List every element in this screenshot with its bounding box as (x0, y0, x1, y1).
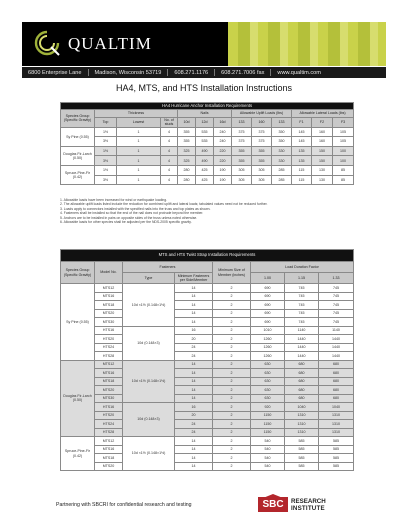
load-value-cell: 630 (251, 386, 285, 395)
table-cell: 490 (196, 156, 214, 166)
page-title: HA4, MTS, and HTS Installation Instructions (115, 83, 293, 93)
load-value-cell: 745 (285, 292, 319, 301)
table-cell: 4 (161, 127, 178, 137)
table-cell: 3½ (95, 137, 117, 147)
fastener-count-cell: 14 (175, 462, 213, 471)
sbc-research-logo (258, 494, 354, 514)
table-cell: 220 (214, 156, 232, 166)
load-value-cell: 1310 (319, 420, 354, 429)
load-value-cell: 745 (319, 318, 354, 327)
model-cell: MTS12 (95, 437, 123, 446)
min-member-cell: 2 (213, 411, 251, 420)
sbc-line1: RESEARCH (291, 498, 326, 505)
table-cell: 4 (161, 156, 178, 166)
load-value-cell: 745 (319, 292, 354, 301)
fastener-type-cell: 10d ×1½ (0.148×1½) (123, 360, 175, 403)
table-row (61, 284, 354, 293)
table1-subhead: 16d (214, 118, 232, 128)
min-member-cell: 2 (213, 318, 251, 327)
table-cell: 1 (117, 146, 161, 156)
min-member-cell: 2 (213, 428, 251, 437)
table-cell: 4 (161, 146, 178, 156)
fastener-count-cell: 14 (175, 437, 213, 446)
load-value-cell: 585 (285, 437, 319, 446)
table-cell: 350 (272, 137, 292, 147)
table-cell: 1 (117, 165, 161, 175)
table2-head-min-member: Minimum Size of Member (inches) (213, 262, 251, 284)
species-group-cell: Douglas Fir-Larch (0.50) (61, 360, 95, 437)
fastener-count-cell: 16 (175, 326, 213, 335)
table-cell: 425 (196, 165, 214, 175)
table1-head-nails: Nails (178, 110, 232, 118)
table-cell: 375 (232, 127, 252, 137)
fastener-count-cell: 14 (175, 301, 213, 310)
table1-subhead: F2 (312, 118, 333, 128)
load-value-cell: 585 (285, 445, 319, 454)
load-value-cell: 540 (251, 445, 285, 454)
load-value-cell: 690 (251, 309, 285, 318)
min-member-cell: 2 (213, 403, 251, 412)
table-row (61, 352, 354, 361)
min-member-cell: 2 (213, 394, 251, 403)
company-name: QUALTIM (68, 34, 152, 53)
table-cell: 1½ (95, 127, 117, 137)
table-cell: 280 (178, 165, 196, 175)
min-member-cell: 2 (213, 386, 251, 395)
fastener-count-cell: 14 (175, 318, 213, 327)
load-value-cell: 1440 (285, 352, 319, 361)
table2-head-model: Model No. (95, 262, 123, 284)
table-cell: 1 (117, 137, 161, 147)
table-row (61, 420, 354, 429)
header-stripe-decoration (228, 22, 386, 66)
table-cell: 190 (214, 165, 232, 175)
table-cell: 325 (178, 146, 196, 156)
table2-head-ldf: 1.15 (285, 273, 319, 284)
load-value-cell: 630 (251, 369, 285, 378)
load-value-cell: 1310 (285, 411, 319, 420)
load-value-cell: 1260 (251, 343, 285, 352)
load-value-cell: 585 (319, 454, 354, 463)
qualtim-logo-icon (32, 28, 62, 58)
table1-head-top: Top (95, 118, 117, 128)
table-cell: 1½ (95, 146, 117, 156)
min-member-cell: 2 (213, 377, 251, 386)
table1-subhead: 133 (232, 118, 252, 128)
load-value-cell: 680 (319, 386, 354, 395)
model-cell: HTS16 (95, 403, 123, 412)
table1-subhead: F3 (333, 118, 354, 128)
min-member-cell: 2 (213, 335, 251, 344)
min-member-cell: 2 (213, 420, 251, 429)
table-row (61, 394, 354, 403)
model-cell: HTS20 (95, 335, 123, 344)
fastener-count-cell: 24 (175, 343, 213, 352)
table1-body (61, 127, 354, 185)
load-value-cell: 745 (319, 284, 354, 293)
table-cell: 535 (196, 127, 214, 137)
ha4-requirements-table (60, 102, 354, 185)
fastener-type-cell: 10d (0.148×3) (123, 403, 175, 437)
load-value-cell: 680 (285, 394, 319, 403)
load-value-cell: 920 (251, 403, 285, 412)
table2-head-ldf: 1.00 (251, 273, 285, 284)
model-cell: MTS20 (95, 386, 123, 395)
contact-bar (22, 67, 386, 78)
table-cell: 305 (252, 165, 272, 175)
table-row (61, 326, 354, 335)
fastener-count-cell: 14 (175, 309, 213, 318)
table-cell: 330 (272, 146, 292, 156)
table-cell: 305 (232, 165, 252, 175)
load-value-cell: 690 (251, 292, 285, 301)
table-cell: 135 (292, 146, 312, 156)
load-value-cell: 680 (319, 369, 354, 378)
load-value-cell: 1440 (319, 352, 354, 361)
model-cell: MTS12 (95, 284, 123, 293)
table-cell: 280 (178, 175, 196, 185)
load-value-cell: 585 (285, 454, 319, 463)
fastener-count-cell: 20 (175, 335, 213, 344)
model-cell: MTS18 (95, 377, 123, 386)
model-cell: HTS16 (95, 326, 123, 335)
load-value-cell: 745 (285, 284, 319, 293)
table1-head-group: Species Group (Specific Gravity) (61, 110, 95, 128)
fastener-count-cell: 14 (175, 284, 213, 293)
table2-head-type: Type (123, 273, 175, 284)
table-cell: 100 (333, 156, 354, 166)
table-cell: 150 (312, 156, 333, 166)
table-cell: 145 (292, 127, 312, 137)
table-cell: 1 (117, 127, 161, 137)
table-row (61, 137, 354, 147)
contact-website[interactable]: www.qualtim.com (277, 69, 321, 76)
load-value-cell: 540 (251, 454, 285, 463)
table-row (61, 343, 354, 352)
fastener-type-cell: 10d ×1½ (0.148×1½) (123, 284, 175, 327)
table-cell: 3½ (95, 156, 117, 166)
load-value-cell: 585 (285, 462, 319, 471)
load-value-cell: 585 (319, 437, 354, 446)
model-cell: MTS20 (95, 462, 123, 471)
table2-head-ldf: 1.33 (319, 273, 354, 284)
fastener-count-cell: 14 (175, 369, 213, 378)
fastener-count-cell: 24 (175, 428, 213, 437)
twist-strap-table (60, 249, 354, 471)
load-value-cell: 680 (319, 360, 354, 369)
load-value-cell: 680 (285, 360, 319, 369)
table-row (61, 175, 354, 185)
load-value-cell: 1150 (251, 411, 285, 420)
min-member-cell: 2 (213, 343, 251, 352)
fastener-count-cell: 14 (175, 292, 213, 301)
load-value-cell: 745 (319, 301, 354, 310)
model-cell: HTS28 (95, 352, 123, 361)
load-value-cell: 680 (285, 386, 319, 395)
fastener-count-cell: 14 (175, 394, 213, 403)
table1-head-lateral: Allowable Lateral Loads (lbs) (292, 110, 354, 118)
table-cell: 160 (312, 137, 333, 147)
table1-subhead: 160 (252, 118, 272, 128)
table-cell: 105 (333, 127, 354, 137)
model-cell: MTS18 (95, 301, 123, 310)
model-cell: HTS24 (95, 343, 123, 352)
load-value-cell: 745 (285, 309, 319, 318)
min-member-cell: 2 (213, 309, 251, 318)
load-value-cell: 1150 (251, 420, 285, 429)
fastener-type-cell: 10d ×1½ (0.148×1½) (123, 437, 175, 471)
note-line: 5. Anchors are to be installed in pairs on opposite sides of the truss unless noted otherwise. (60, 215, 198, 220)
model-cell: HTS24 (95, 420, 123, 429)
load-value-cell: 1140 (319, 326, 354, 335)
model-cell: MTS30 (95, 394, 123, 403)
load-value-cell: 1260 (251, 335, 285, 344)
table-row (61, 386, 354, 395)
load-value-cell: 1260 (251, 352, 285, 361)
table-row (61, 403, 354, 412)
load-value-cell: 630 (251, 394, 285, 403)
load-value-cell: 1150 (251, 428, 285, 437)
table2-head-load: Load Duration Factor (251, 262, 354, 273)
fastener-count-cell: 14 (175, 454, 213, 463)
fastener-count-cell: 20 (175, 411, 213, 420)
table1-head-studs: No. of studs (161, 118, 178, 128)
species-group-cell: Sy Pine (0.55) (61, 284, 95, 361)
table-cell: 375 (232, 137, 252, 147)
table-row (61, 462, 354, 471)
table-row (61, 146, 354, 156)
load-value-cell: 680 (285, 369, 319, 378)
table-cell: 355 (252, 146, 272, 156)
table1-subhead: 12d (196, 118, 214, 128)
table-cell: 150 (312, 146, 333, 156)
species-group-cell: Douglas Fir-Larch (0.50) (61, 146, 95, 165)
model-cell: MTS16 (95, 445, 123, 454)
table2-body (61, 284, 354, 471)
min-member-cell: 2 (213, 284, 251, 293)
table-row (61, 454, 354, 463)
load-value-cell: 680 (319, 394, 354, 403)
load-value-cell: 540 (251, 437, 285, 446)
load-value-cell: 1010 (251, 326, 285, 335)
load-value-cell: 630 (251, 377, 285, 386)
load-value-cell: 1310 (285, 428, 319, 437)
load-value-cell: 585 (319, 445, 354, 454)
load-value-cell: 1440 (285, 343, 319, 352)
table-row (61, 360, 354, 369)
model-cell: MTS18 (95, 454, 123, 463)
table2-head-min-per-end: Minimum Fasteners per Side/Member (175, 273, 213, 284)
table-cell: 130 (312, 165, 333, 175)
contact-city: Madison, Wisconsin 53719 (94, 69, 162, 76)
load-value-cell: 1310 (319, 411, 354, 420)
load-value-cell: 680 (285, 377, 319, 386)
note-line: 6. Allowable loads for other species shall be adjusted per the NDS-2005 specific gravity. (60, 220, 192, 225)
table-row (61, 437, 354, 446)
load-value-cell: 690 (251, 284, 285, 293)
table2-head-group: Species Group (Specific Gravity) (61, 262, 95, 284)
contact-phone: 608.271.1176 (174, 69, 209, 76)
table-row (61, 165, 354, 175)
min-member-cell: 2 (213, 445, 251, 454)
table1-head-uplift: Allowable Uplift Loads (lbs) (232, 110, 292, 118)
table-cell: 115 (292, 175, 312, 185)
load-value-cell: 680 (319, 377, 354, 386)
table-row (61, 127, 354, 137)
table-cell: 190 (214, 175, 232, 185)
note-line: 4. Fasteners shall be installed so that the end of the nail does not protrude beyond the member. (60, 211, 204, 216)
table-cell: 535 (196, 137, 214, 147)
fastener-type-cell: 10d (0.148×3) (123, 326, 175, 360)
table-row (61, 318, 354, 327)
sbc-mark: SBC (258, 497, 288, 512)
table1-head-thickness: Thickness (95, 110, 178, 118)
table1-subhead: 10d (178, 118, 196, 128)
table1-subhead: F1 (292, 118, 312, 128)
min-member-cell: 2 (213, 360, 251, 369)
table2-head-fasteners: Fasteners (123, 262, 213, 273)
min-member-cell: 2 (213, 454, 251, 463)
table-cell: 220 (214, 146, 232, 156)
table-cell: 375 (252, 127, 272, 137)
min-member-cell: 2 (213, 462, 251, 471)
min-member-cell: 2 (213, 292, 251, 301)
table-cell: 330 (272, 156, 292, 166)
min-member-cell: 2 (213, 301, 251, 310)
species-group-cell: Sy Pine (0.55) (61, 127, 95, 146)
table-cell: 355 (252, 156, 272, 166)
table-cell: 85 (333, 165, 354, 175)
table-cell: 3½ (95, 175, 117, 185)
table-cell: 285 (272, 165, 292, 175)
model-cell: MTS16 (95, 369, 123, 378)
table1-caption: HA4 Hurricane Anchor Installation Requirements (61, 103, 354, 110)
table-cell: 4 (161, 137, 178, 147)
table-cell: 355 (178, 137, 196, 147)
table-cell: 305 (232, 175, 252, 185)
table-row (61, 335, 354, 344)
table-cell: 135 (292, 156, 312, 166)
species-group-cell: Spruce-Pine-Fir (0.42) (61, 165, 95, 184)
table-row (61, 369, 354, 378)
table-cell: 115 (292, 165, 312, 175)
fastener-count-cell: 24 (175, 420, 213, 429)
contact-fax: 608.271.7006 fax (221, 69, 265, 76)
contact-address: 6800 Enterprise Lane (28, 69, 82, 76)
min-member-cell: 2 (213, 437, 251, 446)
table-cell: 105 (333, 137, 354, 147)
table-cell: 355 (178, 127, 196, 137)
table-cell: 240 (214, 127, 232, 137)
min-member-cell: 2 (213, 369, 251, 378)
table-row (61, 428, 354, 437)
load-value-cell: 1440 (319, 335, 354, 344)
table-cell: 305 (252, 175, 272, 185)
fastener-count-cell: 14 (175, 445, 213, 454)
load-value-cell: 1310 (285, 420, 319, 429)
table-row (61, 309, 354, 318)
table-cell: 130 (312, 175, 333, 185)
table-cell: 355 (232, 156, 252, 166)
table-cell: 1 (117, 175, 161, 185)
load-value-cell: 1310 (319, 428, 354, 437)
min-member-cell: 2 (213, 352, 251, 361)
table-cell: 375 (252, 137, 272, 147)
table2-caption: MTS and HTS Twist Strap Installation Requirements (61, 250, 354, 262)
letterhead-banner (22, 22, 386, 66)
table-row (61, 377, 354, 386)
fastener-count-cell: 16 (175, 403, 213, 412)
table-cell: 355 (232, 146, 252, 156)
model-cell: HTS28 (95, 428, 123, 437)
fastener-count-cell: 14 (175, 386, 213, 395)
table-cell: 1 (117, 156, 161, 166)
table-row (61, 445, 354, 454)
table-cell: 350 (272, 127, 292, 137)
table-cell: 240 (214, 137, 232, 147)
note-line: 2. The allowable uplift loads listed include the reduction for combined uplift and lateral loads; tabulated values need not be reduced further. (60, 202, 268, 207)
model-cell: MTS12 (95, 360, 123, 369)
table1-subhead: 133 (272, 118, 292, 128)
table-cell: 100 (333, 146, 354, 156)
load-value-cell: 690 (251, 301, 285, 310)
fastener-count-cell: 24 (175, 352, 213, 361)
table-cell: 1½ (95, 165, 117, 175)
table-cell: 145 (292, 137, 312, 147)
load-value-cell: 745 (285, 318, 319, 327)
fastener-count-cell: 14 (175, 360, 213, 369)
species-group-cell: Spruce-Pine-Fir (0.42) (61, 437, 95, 471)
model-cell: MTS16 (95, 292, 123, 301)
table-cell: 4 (161, 165, 178, 175)
table-row (61, 292, 354, 301)
model-cell: MTS30 (95, 318, 123, 327)
load-value-cell: 585 (319, 462, 354, 471)
load-value-cell: 630 (251, 360, 285, 369)
table-row (61, 411, 354, 420)
table-cell: 490 (196, 146, 214, 156)
load-value-cell: 1440 (285, 335, 319, 344)
fastener-count-cell: 14 (175, 377, 213, 386)
sbc-line2: INSTITUTE (291, 505, 325, 512)
min-member-cell: 2 (213, 326, 251, 335)
load-value-cell: 1440 (319, 343, 354, 352)
table-cell: 425 (196, 175, 214, 185)
load-value-cell: 1040 (319, 403, 354, 412)
table-cell: 4 (161, 175, 178, 185)
table-cell: 325 (178, 156, 196, 166)
load-value-cell: 540 (251, 462, 285, 471)
table-row (61, 156, 354, 166)
table1-head-lowest: Lowest (117, 118, 161, 128)
table-cell: 85 (333, 175, 354, 185)
load-value-cell: 745 (319, 309, 354, 318)
load-value-cell: 690 (251, 318, 285, 327)
table-cell: 160 (312, 127, 333, 137)
table-cell: 285 (272, 175, 292, 185)
load-value-cell: 1040 (285, 403, 319, 412)
model-cell: MTS20 (95, 309, 123, 318)
table1-notes (60, 198, 360, 224)
note-line: 1. Allowable loads have been increased for wind or earthquake loading. (60, 198, 168, 202)
load-value-cell: 745 (285, 301, 319, 310)
note-line: 3. Loads apply to connectors installed with the specified nails into the truss and top plates as shown. (60, 206, 211, 211)
table-row (61, 301, 354, 310)
load-value-cell: 1140 (285, 326, 319, 335)
model-cell: HTS20 (95, 411, 123, 420)
footer-text: Partnering with SBCRI for confidential research and testing (56, 502, 192, 508)
